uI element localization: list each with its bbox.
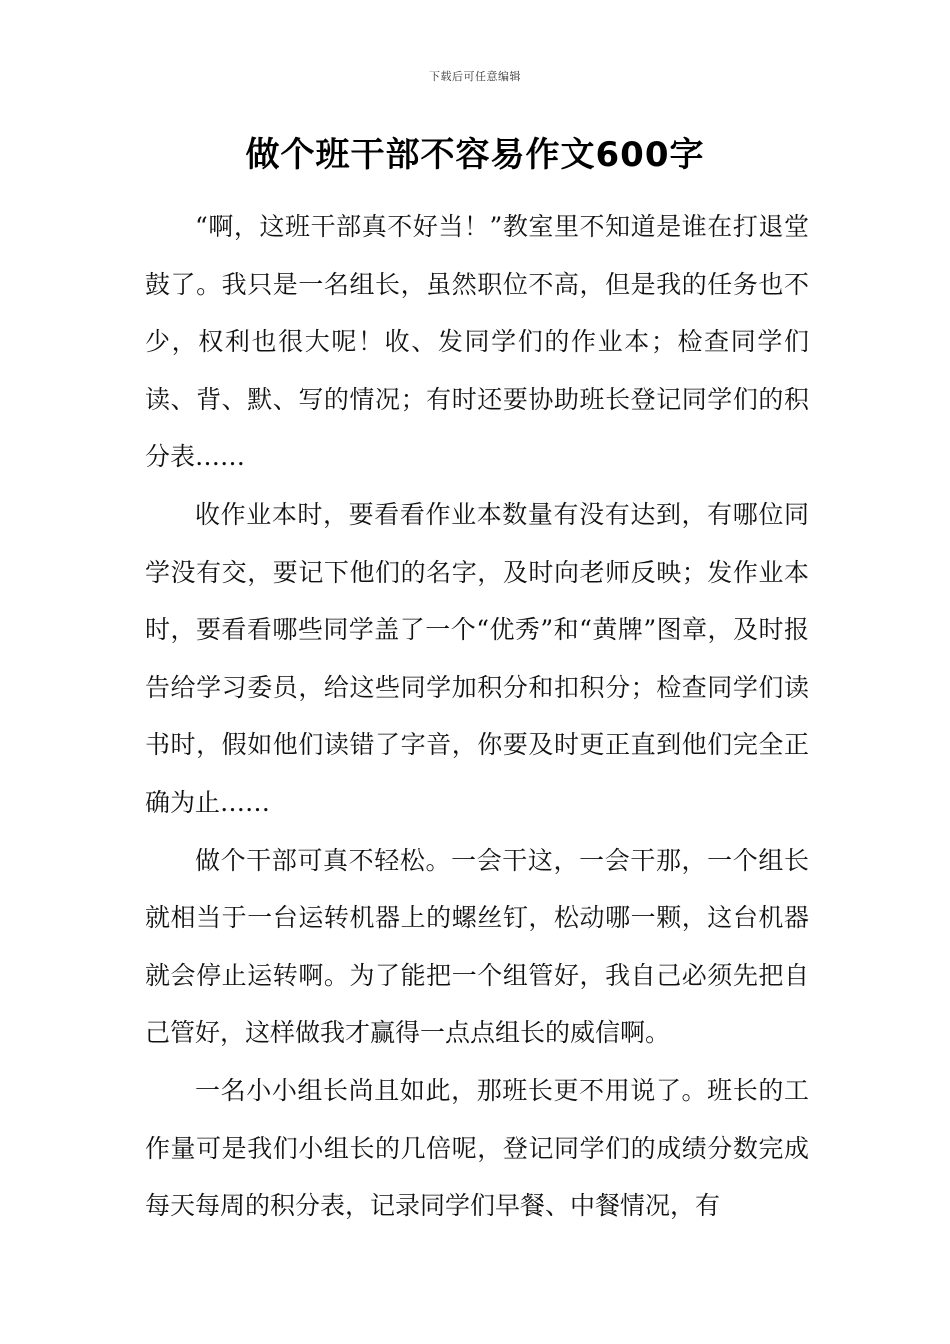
paragraph: 做个干部可真不轻松。一会干这，一会干那，一个组长就相当于一台运转机器上的螺丝钉，松动哪一颗，这台机器就会停止运转啊。为了能把一个组管好，我自己必须先把自己管好，这样做我才赢得一点点组长的威信啊。 bbox=[145, 845, 809, 1048]
paragraph: 一名小小组长尚且如此，那班长更不用说了。班长的工作量可是我们小组长的几倍呢，登记同学们的成绩分数完成每天每周的积分表，记录同学们早餐、中餐情况，有 bbox=[145, 1075, 809, 1221]
header-note: 下载后可任意编辑 bbox=[429, 70, 521, 83]
paragraph: “啊，这班干部真不好当！”教室里不知道是谁在打退堂鼓了。我只是一名组长，虽然职位不高，但是我的任务也不少，权利也很大呢！收、发同学们的作业本；检查同学们读、背、默、写的情况；有时还要协助班长登记同学们的积分表…… bbox=[145, 212, 809, 472]
page-title: 做个班干部不容易作文600字 bbox=[245, 135, 705, 175]
essay-body bbox=[145, 198, 809, 1235]
paragraph: 收作业本时，要看看作业本数量有没有达到，有哪位同学没有交，要记下他们的名字，及时向老师反映；发作业本时，要看看哪些同学盖了一个“优秀”和“黄牌”图章，及时报告给学习委员，给这些同学加积分和扣积分；检查同学们读书时，假如他们读错了字音，你要及时更正直到他们完全正确为止…… bbox=[145, 499, 809, 817]
